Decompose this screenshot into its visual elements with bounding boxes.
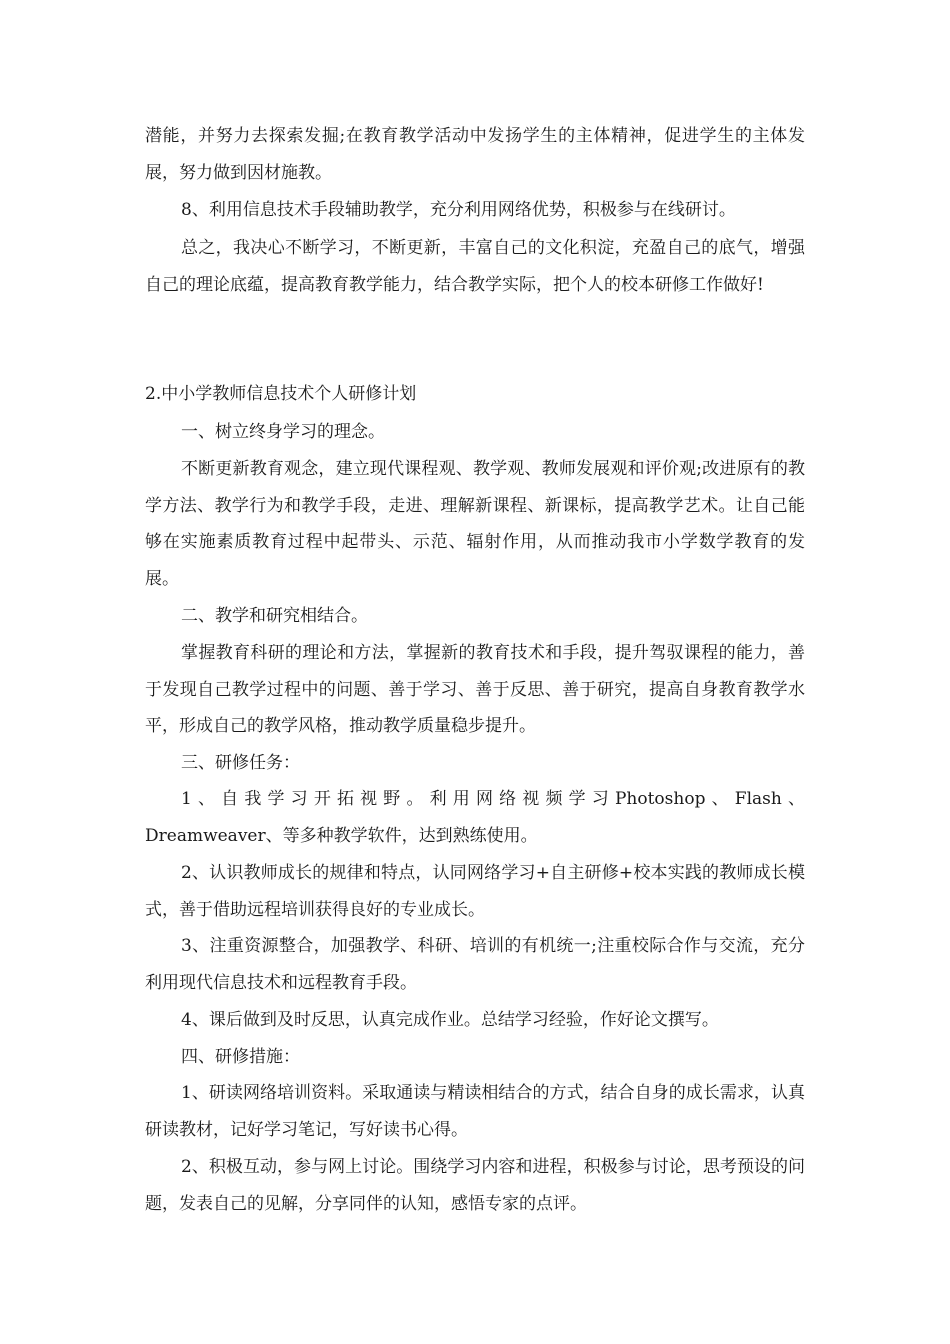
task-item-4: 4、课后做到及时反思，认真完成作业。总结学习经验，作好论文撰写。 — [181, 1010, 719, 1030]
paragraph-conclusion: 总之，我决心不断学习，不断更新，丰富自己的文化积淀，充盈自己的底气，增强自己的理论底蕴，提高教育教学能力，结合教学实际，把个人的校本研修工作做好! — [145, 238, 805, 295]
heading-three: 三、研修任务： — [181, 753, 300, 773]
task-item-3: 3、注重资源整合，加强教学、科研、培训的有机统一;注重校际合作与交流，充分利用现代信息技术和远程教育手段。 — [145, 936, 805, 993]
paragraph-item-8: 8、利用信息技术手段辅助教学，充分利用网络优势，积极参与在线研讨。 — [181, 200, 736, 220]
paragraph-concept: 不断更新教育观念，建立现代课程观、教学观、教师发展观和评价观;改进原有的教学方法、教学行为和教学手段，走进、理解新课程、新课标，提高教学艺术。让自己能够在实施素质教育过程中起带头、示范、辐射作用，从而推动我市小学数学教育的发展。 — [145, 459, 805, 589]
measure-item-2: 2、积极互动，参与网上讨论。围绕学习内容和进程，积极参与讨论，思考预设的问题，发表自己的见解，分享同伴的认知，感悟专家的点评。 — [145, 1157, 805, 1214]
task-item-1: 1、自我学习开拓视野。利用网络视频学习Photoshop、Flash、Dreamweaver、等多种教学软件，达到熟练使用。 — [145, 789, 805, 846]
heading-four: 四、研修措施： — [181, 1047, 300, 1067]
heading-two: 二、教学和研究相结合。 — [181, 606, 368, 626]
section-heading: 2.中小学教师信息技术个人研修计划 — [145, 384, 417, 404]
task-item-2: 2、认识教师成长的规律和特点，认同网络学习+自主研修+校本实践的教师成长模式，善于借助远程培训获得良好的专业成长。 — [145, 863, 805, 920]
paragraph-continuation: 潜能，并努力去探索发掘;在教育教学活动中发扬学生的主体精神，促进学生的主体发展，努力做到因材施教。 — [145, 126, 805, 183]
measure-item-1: 1、研读网络培训资料。采取通读与精读相结合的方式，结合自身的成长需求，认真研读教材，记好学习笔记，写好读书心得。 — [145, 1083, 805, 1140]
heading-one: 一、树立终身学习的理念。 — [181, 422, 385, 442]
paragraph-research: 掌握教育科研的理论和方法，掌握新的教育技术和手段，提升驾驭课程的能力，善于发现自己教学过程中的问题、善于学习、善于反思、善于研究，提高自身教育教学水平，形成自己的教学风格，推动教学质量稳步提升。 — [145, 643, 805, 736]
